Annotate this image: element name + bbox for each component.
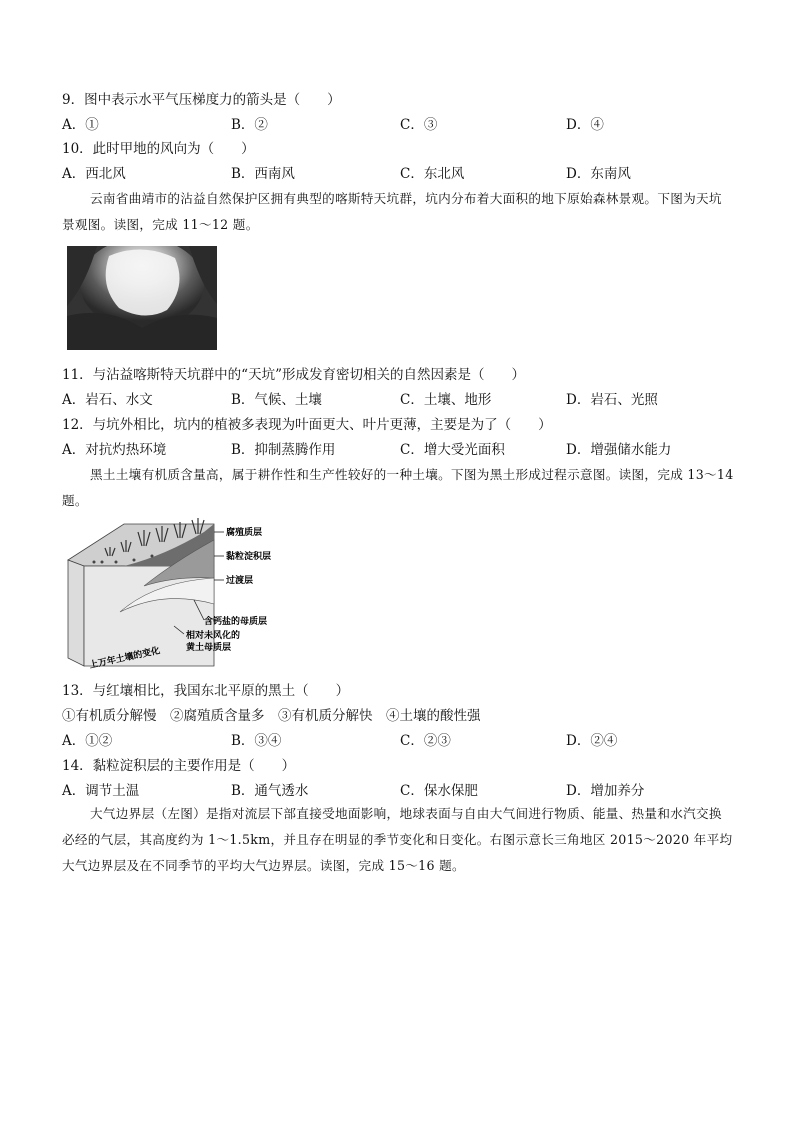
black-soil-formation-diagram (64, 516, 290, 674)
question-11-stem: 11．与沾益喀斯特天坑群中的“天坑”形成发育密切相关的自然因素是（ ） (62, 367, 525, 383)
label-unweathered-2: 黄土母质层 (186, 643, 232, 653)
q14-option-b: B．通气透水 (231, 783, 309, 799)
label-humus-layer: 腐殖质层 (226, 528, 263, 538)
q11-option-c: C．土壤、地形 (400, 392, 492, 408)
label-unweathered-1: 相对未风化的 (186, 631, 241, 641)
q13-option-c: C．②③ (400, 733, 451, 749)
question-13-stem: 13．与红壤相比，我国东北平原的黑土（ ） (62, 683, 350, 699)
q13-option-b: B．③④ (231, 733, 282, 749)
label-transition-layer: 过渡层 (226, 576, 254, 586)
q10-option-d: D．东南风 (566, 166, 631, 182)
intro-paragraph-black-soil: 黑土土壤有机质含量高，属于耕作性和生产性较好的一种土壤。下图为黑土形成过程示意图。读图，完成 13～14 题。 (62, 467, 734, 508)
question-10-stem: 10．此时甲地的风向为（ ） (62, 141, 255, 157)
q10-option-b: B．西南风 (231, 166, 295, 182)
q13-statements: ①有机质分解慢 ②腐殖质含量多 ③有机质分解快 ④土壤的酸性强 (62, 708, 481, 724)
q9-option-a: A．① (62, 117, 99, 133)
q12-option-c: C．增大受光面积 (400, 442, 505, 458)
q14-option-d: D．增加养分 (566, 783, 645, 799)
q13-option-a: A．①② (62, 733, 113, 749)
q14-option-c: C．保水保肥 (400, 783, 478, 799)
question-14-stem: 14．黏粒淀积层的主要作用是（ ） (62, 758, 296, 774)
q12-option-a: A．对抗灼热环境 (62, 442, 167, 458)
q13-option-d: D．②④ (566, 733, 618, 749)
q11-option-a: A．岩石、水文 (62, 392, 153, 408)
q10-option-c: C．东北风 (400, 166, 465, 182)
q9-option-d: D．④ (566, 117, 604, 133)
tiankeng-photo (67, 246, 217, 350)
label-bottom-caption: 上万年土壤的变化 (88, 646, 162, 671)
q9-option-b: B．② (231, 117, 268, 133)
q14-option-a: A．调节土温 (62, 783, 140, 799)
intro-paragraph-tiankeng: 云南省曲靖市的沾益自然保护区拥有典型的喀斯特天坑群，坑内分布着大面积的地下原始森林景观。下图为天坑景观图。读图，完成 11～12 题。 (62, 191, 722, 232)
q12-option-b: B．抑制蒸腾作用 (231, 442, 336, 458)
question-12-stem: 12．与坑外相比，坑内的植被多表现为叶面更大、叶片更薄，主要是为了（ ） (62, 417, 552, 433)
label-clay-illuvial-layer: 黏粒淀积层 (226, 552, 272, 562)
intro-paragraph-boundary-layer: 大气边界层（左图）是指对流层下部直接受地面影响，地球表面与自由大气间进行物质、能量、热量和水汽交换必经的气层，其高度约为 1～1.5km，并且存在明显的季节变化和日变化。右图示意长三角地区 2015～2020 年平均大气边界层及在不同季节的平均大气边界层。读图，完成 15～16 题。 (62, 806, 733, 873)
q12-option-d: D．增强储水能力 (566, 442, 672, 458)
question-9-stem: 9．图中表示水平气压梯度力的箭头是（ ） (62, 92, 341, 108)
q10-option-a: A．西北风 (62, 166, 126, 182)
q11-option-d: D．岩石、光照 (566, 392, 658, 408)
q11-option-b: B．气候、土壤 (231, 392, 322, 408)
q9-option-c: C．③ (400, 117, 438, 133)
label-calcareous-parent-layer: 含钙盐的母质层 (204, 617, 268, 627)
